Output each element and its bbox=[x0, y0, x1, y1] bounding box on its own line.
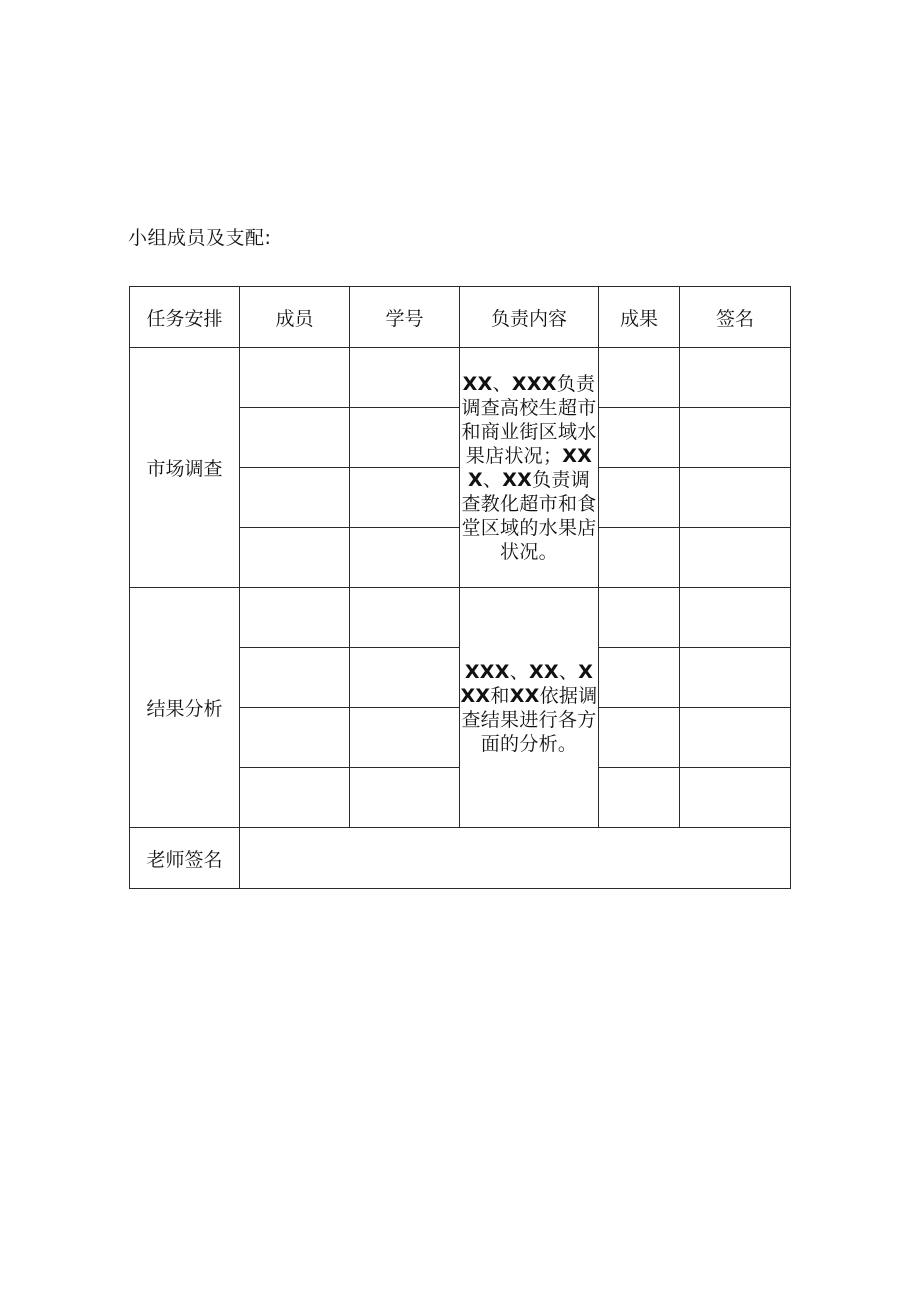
member-cell[interactable] bbox=[240, 588, 350, 648]
task-result-analysis: 结果分析 bbox=[130, 588, 240, 828]
placeholder-name-mark: XXX bbox=[511, 372, 557, 395]
student-id-cell[interactable] bbox=[350, 468, 460, 528]
placeholder-name-mark: XX bbox=[529, 660, 559, 683]
signature-cell[interactable] bbox=[680, 348, 791, 408]
placeholder-name-mark: XXX bbox=[467, 444, 593, 491]
signature-cell[interactable] bbox=[680, 528, 791, 588]
student-id-cell[interactable] bbox=[350, 348, 460, 408]
section-heading: 小组成员及支配: bbox=[128, 227, 272, 249]
result-cell[interactable] bbox=[599, 348, 680, 408]
member-cell[interactable] bbox=[240, 768, 350, 828]
student-id-cell[interactable] bbox=[350, 768, 460, 828]
responsibility-text: XXX、XX、XXX和XX依据调查结果进行各方面的分析。 bbox=[460, 660, 598, 755]
placeholder-name-mark: XX bbox=[509, 684, 540, 707]
signature-cell[interactable] bbox=[680, 768, 791, 828]
student-id-cell[interactable] bbox=[350, 648, 460, 708]
header-student-id: 学号 bbox=[350, 287, 460, 348]
result-cell[interactable] bbox=[599, 648, 680, 708]
placeholder-name-mark: XXX bbox=[464, 660, 510, 683]
table-header-row bbox=[130, 287, 791, 348]
placeholder-name-mark: XX bbox=[502, 468, 533, 491]
table-row bbox=[130, 348, 791, 408]
member-cell[interactable] bbox=[240, 528, 350, 588]
member-cell[interactable] bbox=[240, 708, 350, 768]
result-cell[interactable] bbox=[599, 468, 680, 528]
teacher-signature-row bbox=[130, 828, 791, 889]
result-cell[interactable] bbox=[599, 588, 680, 648]
placeholder-name-mark: XX bbox=[462, 372, 493, 395]
member-cell[interactable] bbox=[240, 408, 350, 468]
header-responsibility: 负责内容 bbox=[460, 287, 599, 348]
member-cell[interactable] bbox=[240, 468, 350, 528]
header-member: 成员 bbox=[240, 287, 350, 348]
result-cell[interactable] bbox=[599, 768, 680, 828]
signature-cell[interactable] bbox=[680, 648, 791, 708]
teacher-signature-label: 老师签名 bbox=[130, 828, 240, 889]
result-cell[interactable] bbox=[599, 708, 680, 768]
student-id-cell[interactable] bbox=[350, 408, 460, 468]
task-market-survey: 市场调查 bbox=[130, 348, 240, 588]
student-id-cell[interactable] bbox=[350, 588, 460, 648]
signature-cell[interactable] bbox=[680, 588, 791, 648]
placeholder-name-mark: XXX bbox=[460, 660, 594, 707]
signature-cell[interactable] bbox=[680, 468, 791, 528]
teacher-signature-cell[interactable] bbox=[240, 828, 791, 889]
responsibility-market-survey bbox=[460, 348, 599, 588]
header-signature: 签名 bbox=[680, 287, 791, 348]
result-cell[interactable] bbox=[599, 408, 680, 468]
header-task: 任务安排 bbox=[130, 287, 240, 348]
member-cell[interactable] bbox=[240, 648, 350, 708]
table-row bbox=[130, 588, 791, 648]
student-id-cell[interactable] bbox=[350, 528, 460, 588]
header-result: 成果 bbox=[599, 287, 680, 348]
signature-cell[interactable] bbox=[680, 408, 791, 468]
group-assignment-table bbox=[129, 286, 791, 889]
signature-cell[interactable] bbox=[680, 708, 791, 768]
responsibility-text: XX、XXX负责调查高校生超市和商业街区域水果店状况；XXX、XX负责调查教化超市和食堂区域的水果店状况。 bbox=[461, 372, 597, 563]
member-cell[interactable] bbox=[240, 348, 350, 408]
student-id-cell[interactable] bbox=[350, 708, 460, 768]
responsibility-result-analysis bbox=[460, 588, 599, 828]
result-cell[interactable] bbox=[599, 528, 680, 588]
